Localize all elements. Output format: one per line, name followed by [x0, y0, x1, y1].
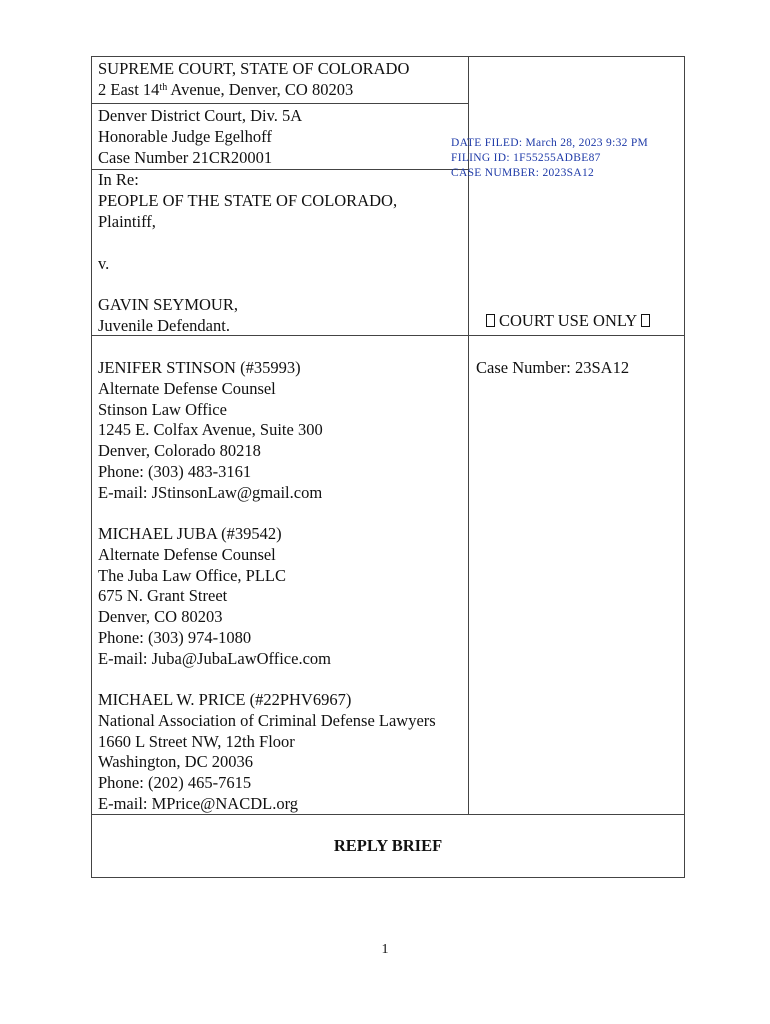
document-title: REPLY BRIEF: [333, 836, 443, 855]
plaintiff-name: PEOPLE OF THE STATE OF COLORADO,: [98, 190, 398, 210]
stamp-case-number: CASE NUMBER: 2023SA12: [451, 167, 595, 179]
attorney-block: JENIFER STINSON (#35993) Alternate Defense Counsel Stinson Law Office 1245 E. Colfax Avenue, Suite 300 Denver, Colorado 80218 Phone: (303) 483-3161 E-mail: JStinsonLaw@gmail.com: [98, 358, 323, 502]
attorney-block: MICHAEL JUBA (#39542) Alternate Defense Counsel The Juba Law Office, PLLC 675 N. Grant Street Denver, CO 80203 Phone: (303) 974-1080 E-mail: Juba@JubaLawOffice.com: [98, 524, 331, 668]
checkbox-glyph-icon: [486, 314, 495, 327]
court-name: SUPREME COURT, STATE OF COLORADO: [98, 59, 410, 78]
court-address: 2 East 14th Avenue, Denver, CO 80203: [98, 79, 354, 99]
lower-court-block: [98, 106, 302, 168]
versus-text: v.: [98, 254, 110, 273]
lower-court-name: Denver District Court, Div. 5A: [98, 106, 303, 125]
court-block: [98, 59, 409, 101]
filing-stamp: [451, 136, 648, 181]
court-divider: [91, 103, 468, 104]
stamp-date-filed: DATE FILED: March 28, 2023 9:32 PM: [451, 137, 649, 149]
stamp-filing-id: FILING ID: 1F55255ADBE87: [451, 152, 601, 164]
parties-block: [98, 170, 397, 232]
checkbox-glyph-icon: [641, 314, 650, 327]
in-re-label: In Re:: [98, 170, 139, 189]
defendant-role: Juvenile Defendant.: [98, 315, 230, 335]
court-use-only-label: COURT USE ONLY: [482, 311, 654, 331]
lower-court-case-number: Case Number 21CR20001: [98, 147, 273, 167]
case-number: Case Number: 23SA12: [476, 358, 630, 377]
plaintiff-role: Plaintiff,: [98, 211, 156, 231]
defendant-block: [98, 295, 238, 337]
judge-name: Honorable Judge Egelhoff: [98, 126, 272, 146]
defendant-name: GAVIN SEYMOUR,: [98, 295, 238, 314]
attorney-block: MICHAEL W. PRICE (#22PHV6967) National Association of Criminal Defense Lawyers 1660 L Street NW, 12th Floor Washington, DC 20036 Phone: (202) 465-7615 E-mail: MPrice@NACDL.org: [98, 690, 436, 813]
page-number: 1: [381, 942, 389, 957]
